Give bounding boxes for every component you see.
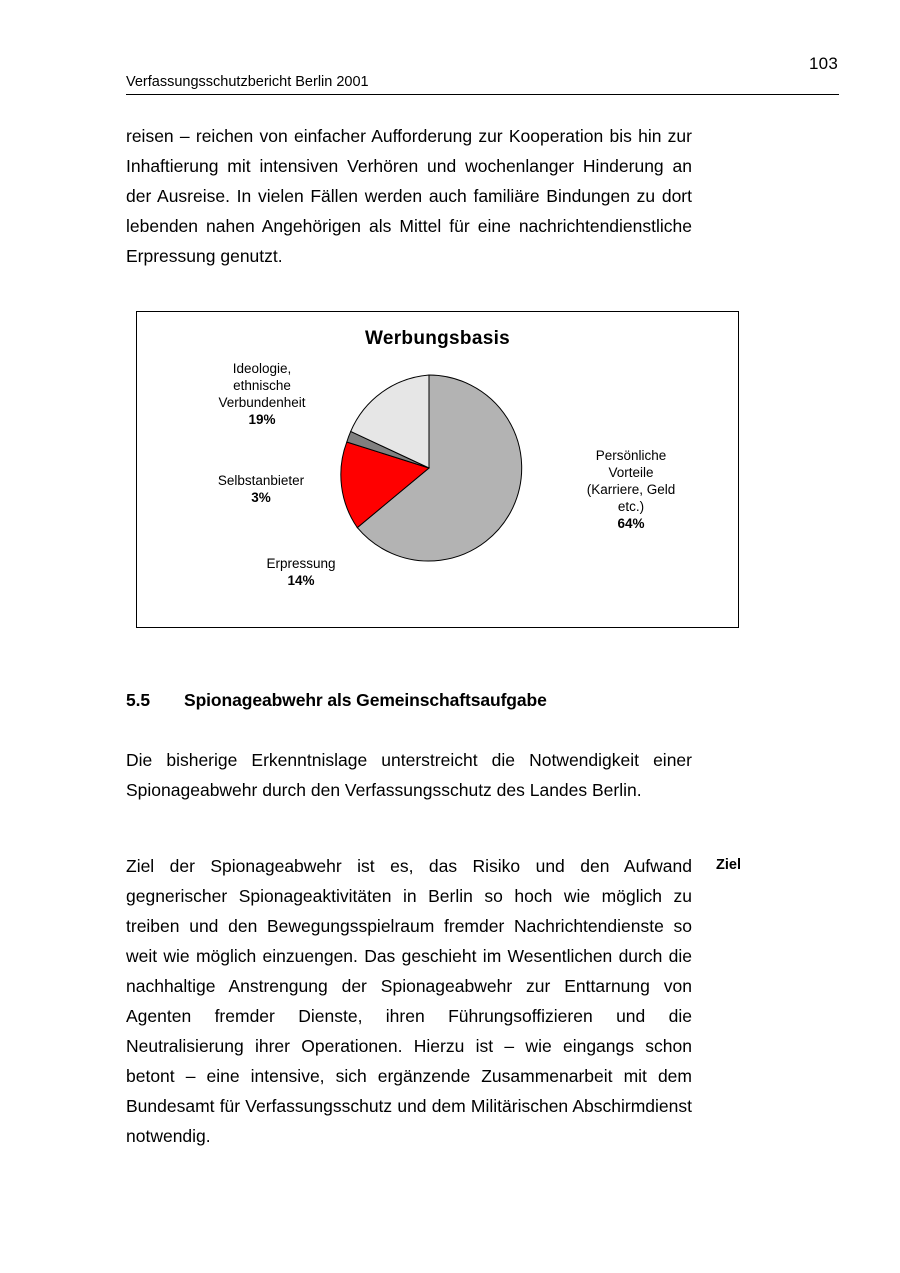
pie-label-selbstanbieter-line1: Selbstanbieter xyxy=(217,473,305,488)
pie-label-ideologie-line2: ethnische xyxy=(233,378,291,393)
pie-label-erpressung xyxy=(241,555,361,589)
pie-label-persoenliche-vorteile xyxy=(557,447,705,532)
section-heading xyxy=(126,690,547,711)
pie-label-persoenliche-line3: (Karriere, Geld xyxy=(586,482,676,497)
paragraph-a: Die bisherige Erkenntnislage unterstreicht die Notwendigkeit einer Spionageabwehr durch den Verfassungsschutz des Landes Berlin. xyxy=(126,750,692,800)
margin-note-ziel: Ziel xyxy=(716,857,741,873)
pie-chart-svg xyxy=(334,373,524,563)
pie-label-erpressung-value: 14% xyxy=(287,573,315,588)
pie-label-persoenliche-value: 64% xyxy=(617,516,645,531)
pie-label-selbstanbieter xyxy=(195,472,327,506)
section-title: Spionageabwehr als Gemeinschaftsaufgabe xyxy=(184,690,547,710)
page-number: 103 xyxy=(809,54,838,73)
chart-container xyxy=(136,311,739,628)
pie-label-ideologie-line1: Ideologie, xyxy=(232,361,292,376)
running-header-title: Verfassungsschutzbericht Berlin 2001 xyxy=(126,74,369,90)
pie-label-ideologie-line3: Verbundenheit xyxy=(218,395,306,410)
paragraph-intro: reisen – reichen von einfacher Aufforderung zur Kooperation bis hin zur Inhaftierung mit intensiven Verhören und wochenlanger Hinderung an der Ausreise. In vielen Fällen werden auch familiäre Bindungen zu dort lebenden nahen Angehörigen als Mittel für eine nachrichtendienstliche Erpressung genutzt. xyxy=(126,126,692,266)
chart-title: Werbungsbasis xyxy=(364,328,511,349)
pie-label-persoenliche-line2: Vorteile xyxy=(608,465,654,480)
header-divider xyxy=(126,94,839,95)
pie-label-ideologie-value: 19% xyxy=(248,412,276,427)
paragraph-b: Ziel der Spionageabwehr ist es, das Risiko und den Aufwand gegnerischer Spionageaktivitäten in Berlin so hoch wie möglich zu treiben und den Bewegungsspielraum fremder Nachrichtendienste so weit wie möglich einzuengen. Das geschieht im Wesentlichen durch die nachhaltige Anstrengung der Spionageabwehr zur Enttarnung von Agenten fremder Dienste, ihren Führungsoffizieren und die Neutralisierung ihrer Operationen. Hierzu ist – wie eingangs schon betont – eine intensive, sich ergänzende Zusammenarbeit mit dem Bundesamt für Verfassungsschutz und dem Militärischen Abschirmdienst notwendig. xyxy=(126,856,692,1146)
section-number: 5.5 xyxy=(126,690,151,710)
pie-label-persoenliche-line1: Persönliche xyxy=(595,448,667,463)
pie-label-ideologie xyxy=(197,360,327,428)
pie-label-erpressung-line1: Erpressung xyxy=(266,556,336,571)
pie-label-selbstanbieter-value: 3% xyxy=(251,490,271,505)
pie-label-persoenliche-line4: etc.) xyxy=(617,499,645,514)
pie-chart xyxy=(334,373,524,563)
